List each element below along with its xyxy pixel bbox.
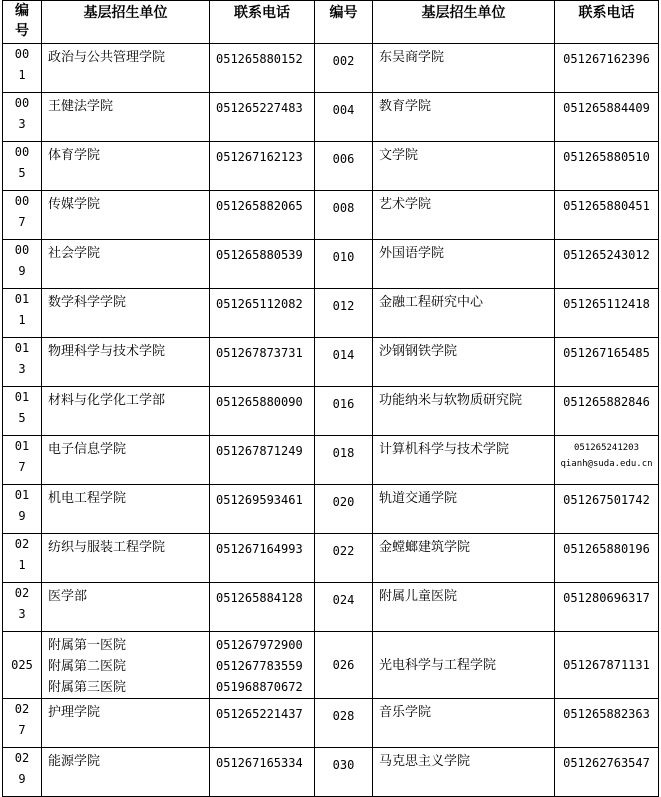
row-phone: 051265227483 — [210, 93, 315, 142]
table-row — [3, 191, 659, 240]
row-code: 025 — [3, 632, 42, 699]
row-code-b: 002 — [315, 44, 373, 93]
table-row — [3, 748, 659, 797]
row-unit-b: 东吴商学院 — [373, 44, 555, 93]
row-code-b: 024 — [315, 583, 373, 632]
row-phone-b: 051280696317 — [555, 583, 659, 632]
row-unit-b: 教育学院 — [373, 93, 555, 142]
row-unit-b: 文学院 — [373, 142, 555, 191]
table-row — [3, 583, 659, 632]
row-phone-b: 051267871131 — [555, 632, 659, 699]
row-code-b: 012 — [315, 289, 373, 338]
row-phone: 051267165334 — [210, 748, 315, 797]
row-phone: 051267162123 — [210, 142, 315, 191]
header-row — [3, 1, 659, 44]
row-code: 023 — [3, 583, 42, 632]
row-code-b: 008 — [315, 191, 373, 240]
row-phone-b: 051267162396 — [555, 44, 659, 93]
row-phone-b: 051265243012 — [555, 240, 659, 289]
row-code-b: 014 — [315, 338, 373, 387]
row-unit-b: 沙钢钢铁学院 — [373, 338, 555, 387]
row-phone: 051267164993 — [210, 534, 315, 583]
row-unit-b: 外国语学院 — [373, 240, 555, 289]
row-code: 013 — [3, 338, 42, 387]
row-unit-b: 计算机科学与技术学院 — [373, 436, 555, 485]
row-code-b: 026 — [315, 632, 373, 699]
row-code-b: 030 — [315, 748, 373, 797]
header-code-b: 编号 — [315, 1, 373, 44]
row-phone-b: 051265882363 — [555, 699, 659, 748]
row-unit: 能源学院 — [42, 748, 210, 797]
row-code-b: 020 — [315, 485, 373, 534]
header-unit-b: 基层招生单位 — [373, 1, 555, 44]
row-phone: 051265884128 — [210, 583, 315, 632]
row-unit: 机电工程学院 — [42, 485, 210, 534]
row-unit: 政治与公共管理学院 — [42, 44, 210, 93]
unit-line: 附属第二医院 — [48, 659, 127, 674]
row-code: 003 — [3, 93, 42, 142]
phone-line: 051267783559 — [216, 659, 303, 673]
row-phone-b: 051265880451 — [555, 191, 659, 240]
row-code: 027 — [3, 699, 42, 748]
row-phone-b: 051265882846 — [555, 387, 659, 436]
table-row — [3, 44, 659, 93]
row-code-b: 028 — [315, 699, 373, 748]
row-unit-b: 马克思主义学院 — [373, 748, 555, 797]
table-row — [3, 289, 659, 338]
row-unit: 传媒学院 — [42, 191, 210, 240]
row-unit-b: 光电科学与工程学院 — [373, 632, 555, 699]
row-unit: 护理学院 — [42, 699, 210, 748]
table-row — [3, 93, 659, 142]
header-phone-b: 联系电话 — [555, 1, 659, 44]
unit-line: 附属第一医院 — [48, 638, 127, 653]
row-phone: 051265112082 — [210, 289, 315, 338]
row-phone-b: 051265880196 — [555, 534, 659, 583]
row-unit-b: 功能纳米与软物质研究院 — [373, 387, 555, 436]
row-phone-b: 051267165485 — [555, 338, 659, 387]
row-phone: 051265880090 — [210, 387, 315, 436]
row-unit: 材料与化学化工学部 — [42, 387, 210, 436]
row-unit-b: 金螳螂建筑学院 — [373, 534, 555, 583]
enrollment-units-table — [2, 0, 659, 797]
row-code: 021 — [3, 534, 42, 583]
row-unit-b: 附属儿童医院 — [373, 583, 555, 632]
row-unit — [42, 632, 210, 699]
row-phone: 051265221437 — [210, 699, 315, 748]
table-row — [3, 699, 659, 748]
row-code: 015 — [3, 387, 42, 436]
row-code: 007 — [3, 191, 42, 240]
row-phone-b: 051265880510 — [555, 142, 659, 191]
row-unit: 社会学院 — [42, 240, 210, 289]
row-code: 011 — [3, 289, 42, 338]
table-row — [3, 485, 659, 534]
table-row — [3, 240, 659, 289]
row-phone: 051269593461 — [210, 485, 315, 534]
table-row — [3, 387, 659, 436]
table-row — [3, 534, 659, 583]
row-unit: 王健法学院 — [42, 93, 210, 142]
row-phone-b: 051265112418 — [555, 289, 659, 338]
row-code: 005 — [3, 142, 42, 191]
table-row — [3, 338, 659, 387]
row-phone-b: 051267501742 — [555, 485, 659, 534]
row-phone: 051265882065 — [210, 191, 315, 240]
row-phone-b: 051262763547 — [555, 748, 659, 797]
row-unit: 医学部 — [42, 583, 210, 632]
header-code: 编号 — [3, 1, 42, 44]
row-unit: 数学科学学院 — [42, 289, 210, 338]
row-code-b: 018 — [315, 436, 373, 485]
row-phone-b: 051265884409 — [555, 93, 659, 142]
row-code-b: 010 — [315, 240, 373, 289]
phone-line: 051968870672 — [216, 680, 303, 694]
header-phone: 联系电话 — [210, 1, 315, 44]
row-code-b: 004 — [315, 93, 373, 142]
row-phone: 051267871249 — [210, 436, 315, 485]
row-phone — [210, 632, 315, 699]
row-code-b: 006 — [315, 142, 373, 191]
row-code: 019 — [3, 485, 42, 534]
row-unit: 纺织与服装工程学院 — [42, 534, 210, 583]
row-unit: 体育学院 — [42, 142, 210, 191]
row-code: 017 — [3, 436, 42, 485]
row-unit: 物理科学与技术学院 — [42, 338, 210, 387]
phone-line: 051267972900 — [216, 638, 303, 652]
row-code-b: 022 — [315, 534, 373, 583]
unit-line: 附属第三医院 — [48, 680, 127, 695]
row-code: 001 — [3, 44, 42, 93]
table-row — [3, 436, 659, 485]
row-unit-b: 艺术学院 — [373, 191, 555, 240]
table-row — [3, 142, 659, 191]
row-phone: 051265880152 — [210, 44, 315, 93]
phone-line: 051265241203 — [573, 443, 640, 453]
row-phone-b — [555, 436, 659, 485]
header-unit: 基层招生单位 — [42, 1, 210, 44]
row-unit-b: 轨道交通学院 — [373, 485, 555, 534]
row-code: 029 — [3, 748, 42, 797]
row-unit: 电子信息学院 — [42, 436, 210, 485]
email-line: qianh@suda.edu.cn — [560, 459, 653, 469]
row-code: 009 — [3, 240, 42, 289]
table-row — [3, 632, 659, 699]
row-code-b: 016 — [315, 387, 373, 436]
row-phone: 051265880539 — [210, 240, 315, 289]
row-unit-b: 金融工程研究中心 — [373, 289, 555, 338]
row-unit-b: 音乐学院 — [373, 699, 555, 748]
row-phone: 051267873731 — [210, 338, 315, 387]
